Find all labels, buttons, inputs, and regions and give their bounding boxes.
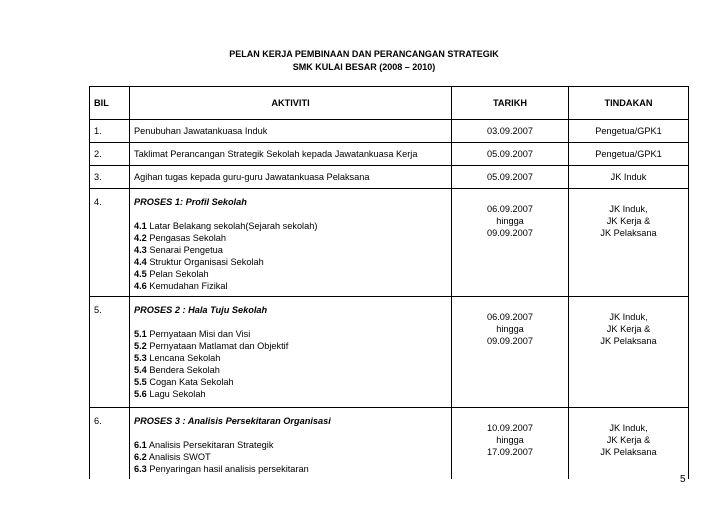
- column-header-tarikh: TARIKH: [452, 87, 569, 120]
- table-row: [90, 166, 689, 189]
- list-item: 4.5 Pelan Sekolah: [134, 269, 209, 279]
- bil-cell: 3.: [90, 166, 130, 189]
- table-row-process-3: [90, 408, 689, 480]
- tarikh-cell: 10.09.2007 hingga 17.09.2007: [452, 408, 569, 480]
- bil-cell: 1.: [90, 120, 130, 143]
- tarikh-cell: 06.09.2007 hingga 09.09.2007: [452, 297, 569, 408]
- tindakan-cell: Pengetua/GPK1: [569, 120, 689, 143]
- tarikh-cell: 05.09.2007: [452, 166, 569, 189]
- bil-cell: 2.: [90, 143, 130, 166]
- tarikh-cell: 06.09.2007 hingga 09.09.2007: [452, 189, 569, 297]
- list-item: 5.5 Cogan Kata Sekolah: [134, 377, 234, 387]
- tarikh-cell: 03.09.2007: [452, 120, 569, 143]
- tindakan-cell: JK Induk, JK Kerja & JK Pelaksana: [569, 408, 689, 480]
- tindakan-cell: JK Induk: [569, 166, 689, 189]
- process-heading: PROSES 1: Profil Sekolah: [134, 197, 247, 207]
- bil-cell: 4.: [90, 189, 130, 297]
- list-item: 4.3 Senarai Pengetua: [134, 245, 223, 255]
- column-header-tindakan: TINDAKAN: [569, 87, 689, 120]
- list-item: 5.6 Lagu Sekolah: [134, 389, 206, 399]
- tindakan-cell: JK Induk, JK Kerja & JK Pelaksana: [569, 189, 689, 297]
- list-item: 4.4 Struktur Organisasi Sekolah: [134, 257, 264, 267]
- table-header-row: [90, 87, 689, 120]
- list-item: 5.1 Pernyataan Misi dan Visi: [134, 329, 251, 339]
- aktiviti-cell: [130, 189, 452, 297]
- column-header-aktiviti: AKTIVITI: [130, 87, 452, 120]
- list-item: 5.2 Pernyataan Matlamat dan Objektif: [134, 341, 289, 351]
- list-item: 6.1 Analisis Persekitaran Strategik: [134, 440, 274, 450]
- aktiviti-cell: Taklimat Perancangan Strategik Sekolah kepada Jawatankuasa Kerja: [130, 143, 452, 166]
- aktiviti-cell: Penubuhan Jawatankuasa Induk: [130, 120, 452, 143]
- column-header-bil: BIL: [90, 87, 130, 120]
- aktiviti-cell: [130, 297, 452, 408]
- list-item: 4.6 Kemudahan Fizikal: [134, 281, 228, 291]
- process-heading: PROSES 2 : Hala Tuju Sekolah: [134, 305, 268, 315]
- list-item: 5.3 Lencana Sekolah: [134, 353, 221, 363]
- list-item: 6.2 Analisis SWOT: [134, 452, 211, 462]
- table-row-process-1: [90, 189, 689, 297]
- aktiviti-cell: Agihan tugas kepada guru-guru Jawatankuasa Pelaksana: [130, 166, 452, 189]
- work-plan-table: [89, 86, 689, 479]
- table-row-process-2: [90, 297, 689, 408]
- list-item: 4.1 Latar Belakang sekolah(Sejarah sekolah): [134, 221, 318, 231]
- table-row: [90, 120, 689, 143]
- bil-cell: 6.: [90, 408, 130, 480]
- tarikh-cell: 05.09.2007: [452, 143, 569, 166]
- page-number: 5: [680, 474, 686, 485]
- process-heading: PROSES 3 : Analisis Persekitaran Organisasi: [134, 416, 331, 426]
- bil-cell: 5.: [90, 297, 130, 408]
- list-item: 4.2 Pengasas Sekolah: [134, 233, 226, 243]
- document-subtitle: SMK KULAI BESAR (2008 – 2010): [292, 62, 436, 72]
- tindakan-cell: JK Induk, JK Kerja & JK Pelaksana: [569, 297, 689, 408]
- tindakan-cell: Pengetua/GPK1: [569, 143, 689, 166]
- list-item: 6.3 Penyaringan hasil analisis persekitaran: [134, 464, 309, 474]
- table-row: [90, 143, 689, 166]
- aktiviti-cell: [130, 408, 452, 480]
- list-item: 5.4 Bendera Sekolah: [134, 365, 220, 375]
- document-title: PELAN KERJA PEMBINAAN DAN PERANCANGAN STRATEGIK: [229, 49, 499, 59]
